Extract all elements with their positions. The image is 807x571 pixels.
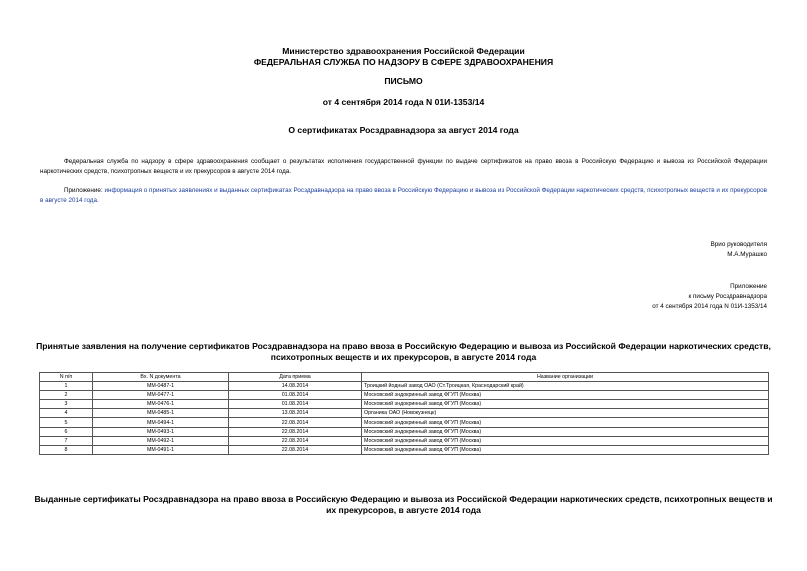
cell-document: ММ-0487-1	[93, 382, 229, 391]
table-row	[40, 400, 769, 409]
cell-date: 14.08.2014	[229, 382, 362, 391]
table-row	[40, 409, 769, 418]
cell-number: 3	[40, 400, 93, 409]
column-header-number: N п/п	[40, 373, 93, 382]
cell-date: 22.08.2014	[229, 436, 362, 445]
appendix-link[interactable]: информация о принятых заявлениях и выданных сертификатах Росздравнадзора на право ввоза в Российскую Федерацию и вывоза из Российской Федерации наркотических средств, психотропных веществ и их прекурсоров в августе 2014 года.	[40, 187, 767, 204]
cell-organization: Троицкий йодный завод ОАО (Ст.Троицкая, Краснодарский край)	[362, 382, 769, 391]
cell-document: ММ-0485-1	[93, 409, 229, 418]
cell-document: ММ-0491-1	[93, 445, 229, 454]
cell-document: ММ-0494-1	[93, 418, 229, 427]
cell-number: 1	[40, 382, 93, 391]
cell-document: ММ-0476-1	[93, 400, 229, 409]
cell-date: 01.08.2014	[229, 400, 362, 409]
document-date: от 4 сентября 2014 года N 01И-1353/14	[322, 97, 485, 107]
column-header-document: Вх. N документа	[93, 373, 229, 382]
section-title-received-applications: Принятые заявления на получение сертификатов Росздравнадзора на право ввоза в Российскую Федерацию и вывоза из Российской Федерации наркотических средств, психотропных веществ и их прекурсоров, в августе 2014 года	[36, 341, 771, 362]
cell-date: 22.08.2014	[229, 445, 362, 454]
column-header-date: Дата приема	[229, 373, 362, 382]
cell-organization: Московский эндокринный завод ФГУП (Москва)	[362, 427, 769, 436]
cell-organization: Московский эндокринный завод ФГУП (Москва)	[362, 391, 769, 400]
appendix-header-line1: Приложение	[730, 283, 767, 290]
table-row	[40, 391, 769, 400]
cell-document: ММ-0477-1	[93, 391, 229, 400]
column-header-organization: Название организации	[362, 373, 769, 382]
signature-block	[711, 240, 767, 260]
cell-date: 22.08.2014	[229, 418, 362, 427]
cell-date: 22.08.2014	[229, 427, 362, 436]
cell-number: 7	[40, 436, 93, 445]
applications-table	[39, 372, 769, 455]
cell-number: 8	[40, 445, 93, 454]
cell-date: 13.08.2014	[229, 409, 362, 418]
appendix-header	[652, 282, 767, 312]
table-row	[40, 427, 769, 436]
section-title-issued-certificates: Выданные сертификаты Росздравнадзора на право ввоза в Российскую Федерацию и вывоза из Российской Федерации наркотических средств, психотропных веществ и их прекурсоров, в августе 2014 года	[34, 494, 773, 515]
cell-organization: Московский эндокринный завод ФГУП (Москва)	[362, 445, 769, 454]
table-row	[40, 436, 769, 445]
cell-number: 2	[40, 391, 93, 400]
appendix-label: Приложение:	[64, 187, 105, 194]
cell-organization: Органика ОАО (Новокузнецк)	[362, 409, 769, 418]
cell-document: ММ-0492-1	[93, 436, 229, 445]
cell-date: 01.08.2014	[229, 391, 362, 400]
document-type: ПИСЬМО	[384, 76, 423, 86]
cell-organization: Московский эндокринный завод ФГУП (Москва)	[362, 418, 769, 427]
cell-organization: Московский эндокринный завод ФГУП (Москва)	[362, 400, 769, 409]
letter-subject: О сертификатах Росздравнадзора за август 2014 года	[288, 125, 519, 135]
appendix-header-line3: от 4 сентября 2014 года N 01И-1353/14	[652, 303, 767, 310]
letter-header	[0, 46, 807, 107]
table-row	[40, 418, 769, 427]
service-name: ФЕДЕРАЛЬНАЯ СЛУЖБА ПО НАДЗОРУ В СФЕРЕ ЗДРАВООХРАНЕНИЯ	[253, 57, 554, 67]
cell-organization: Московский эндокринный завод ФГУП (Москва)	[362, 436, 769, 445]
table-row	[40, 445, 769, 454]
cell-number: 5	[40, 418, 93, 427]
cell-number: 4	[40, 409, 93, 418]
appendix-paragraph	[40, 186, 767, 206]
cell-document: ММ-0493-1	[93, 427, 229, 436]
body-paragraph: Федеральная служба по надзору в сфере здравоохранения сообщает о результатах исполнения государственной функции по выдаче сертификатов на право ввоза в Российскую Федерацию и вывоза из Российской Федерации наркотических средств, психотропных веществ и их прекурсоров в августе 2014 года.	[40, 158, 767, 175]
cell-number: 6	[40, 427, 93, 436]
ministry-name: Министерство здравоохранения Российской Федерации	[282, 46, 525, 56]
table-row	[40, 382, 769, 391]
signature-name: М.А.Мурашко	[727, 251, 767, 258]
table-header-row	[40, 373, 769, 382]
signature-position: Врио руководителя	[710, 241, 767, 248]
appendix-header-line2: к письму Росздравнадзора	[688, 293, 767, 300]
